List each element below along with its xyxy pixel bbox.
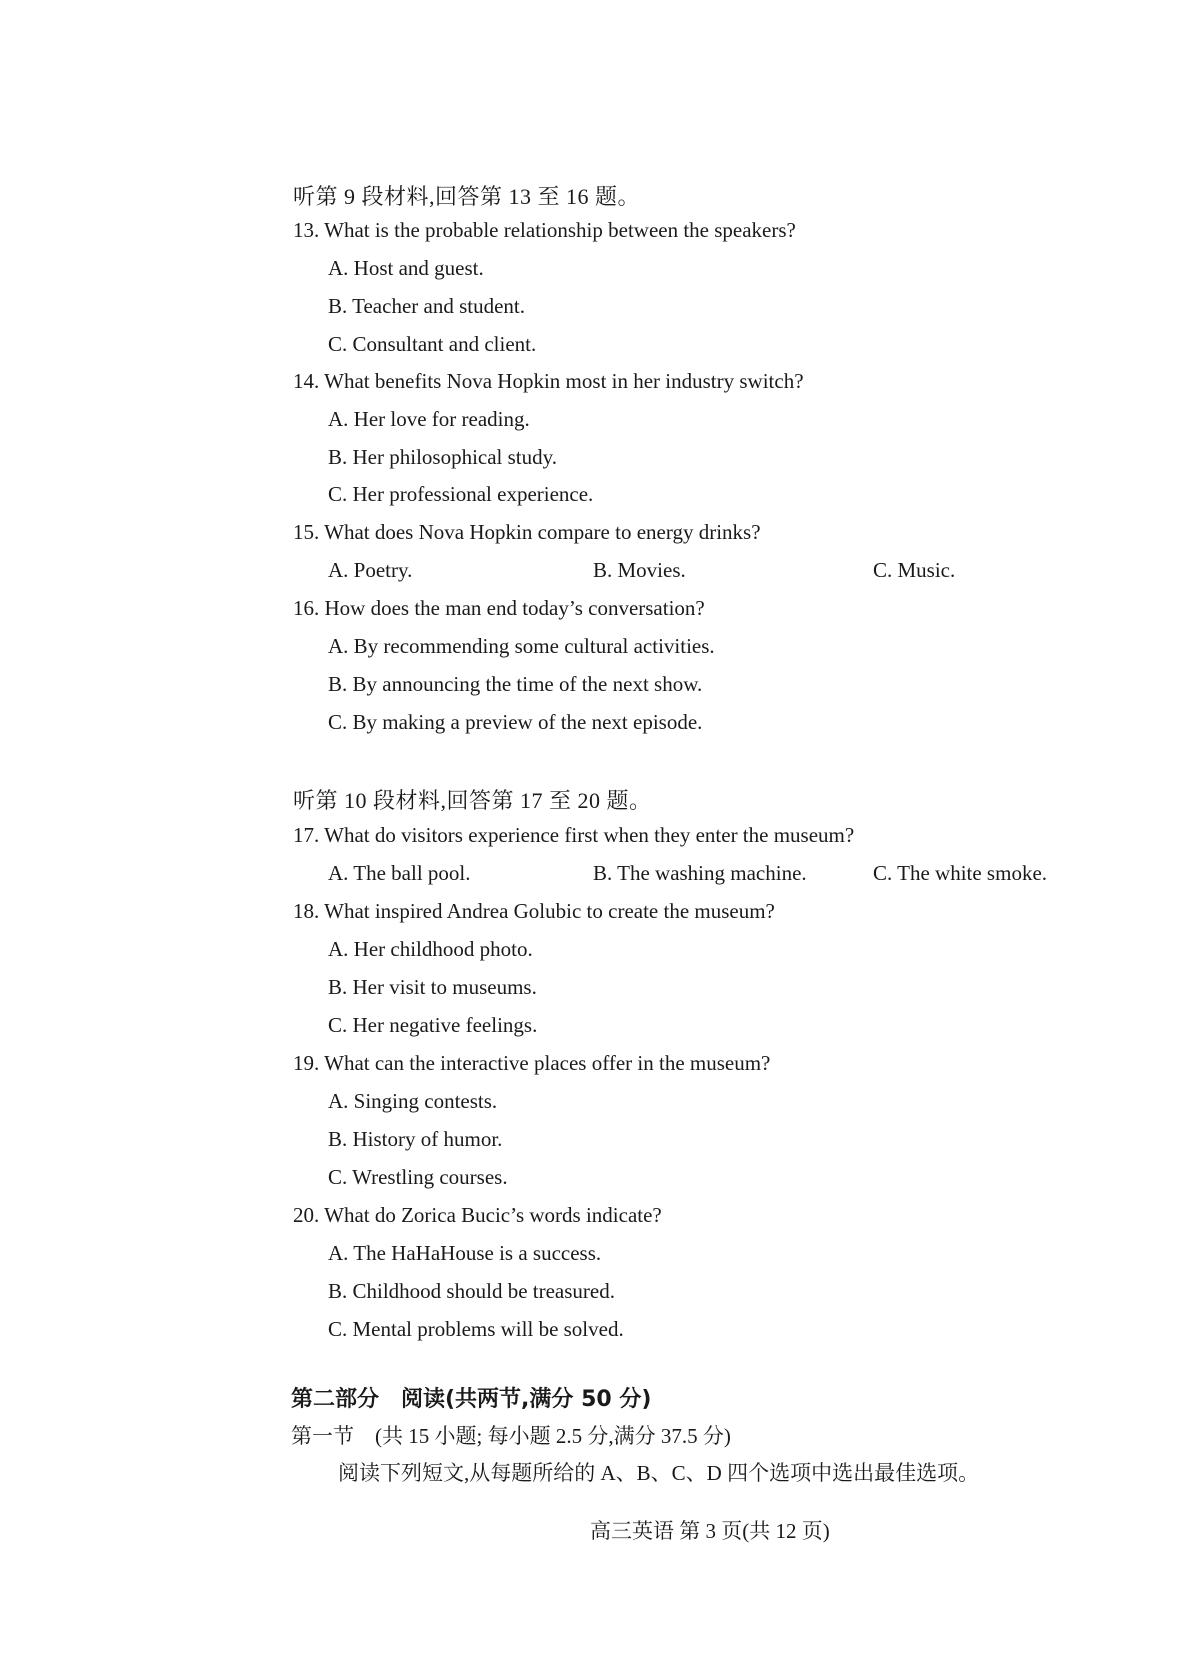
question-18-stem: 18. What inspired Andrea Golubic to create the museum? (293, 899, 775, 923)
question-19-stem: 19. What can the interactive places offer in the museum? (293, 1051, 771, 1075)
question-13-option-b: B. Teacher and student. (328, 294, 525, 318)
question-14-option-b: B. Her philosophical study. (328, 445, 558, 469)
section-10-heading: 听第 10 段材料,回答第 17 至 20 题。 (293, 788, 652, 813)
question-13-option-a: A. Host and guest. (328, 256, 484, 280)
section-1-subtitle: 第一节 (共 15 小题; 每小题 2.5 分,满分 37.5 分) (291, 1424, 731, 1448)
question-16-stem: 16. How does the man end today’s conversation? (293, 596, 705, 620)
question-20-stem: 20. What do Zorica Bucic’s words indicate? (293, 1203, 662, 1227)
question-17-option-b: B. The washing machine. (593, 861, 807, 885)
question-15-stem: 15. What does Nova Hopkin compare to energy drinks? (293, 520, 761, 544)
reading-instruction: 阅读下列短文,从每题所给的 A、B、C、D 四个选项中选出最佳选项。 (338, 1461, 980, 1485)
question-18-option-c: C. Her negative feelings. (328, 1013, 538, 1037)
question-16-option-b: B. By announcing the time of the next show. (328, 672, 703, 696)
question-14-option-a: A. Her love for reading. (328, 407, 530, 431)
question-15-option-b: B. Movies. (593, 558, 686, 582)
section-9-heading: 听第 9 段材料,回答第 13 至 16 题。 (293, 184, 641, 209)
question-19-option-b: B. History of humor. (328, 1127, 503, 1151)
question-18-option-b: B. Her visit to museums. (328, 975, 537, 999)
question-16-option-c: C. By making a preview of the next episode. (328, 710, 703, 734)
question-15-option-c: C. Music. (873, 558, 956, 582)
question-19-option-a: A. Singing contests. (328, 1089, 498, 1113)
question-16-option-a: A. By recommending some cultural activities. (328, 634, 715, 658)
page-footer: 高三英语 第 3 页(共 12 页) (590, 1519, 830, 1543)
question-17-option-c: C. The white smoke. (873, 861, 1048, 885)
question-14-stem: 14. What benefits Nova Hopkin most in her industry switch? (293, 369, 804, 393)
question-19-option-c: C. Wrestling courses. (328, 1165, 508, 1189)
question-18-option-a: A. Her childhood photo. (328, 937, 533, 961)
part-2-title: 第二部分 阅读(共两节,满分 50 分) (291, 1387, 652, 1412)
question-20-option-a: A. The HaHaHouse is a success. (328, 1241, 602, 1265)
question-20-option-c: C. Mental problems will be solved. (328, 1317, 624, 1341)
question-13-stem: 13. What is the probable relationship between the speakers? (293, 218, 796, 242)
question-13-option-c: C. Consultant and client. (328, 332, 537, 356)
question-20-option-b: B. Childhood should be treasured. (328, 1279, 615, 1303)
question-17-option-a: A. The ball pool. (328, 861, 471, 885)
question-15-option-a: A. Poetry. (328, 558, 413, 582)
question-14-option-c: C. Her professional experience. (328, 482, 594, 506)
question-17-stem: 17. What do visitors experience first when they enter the museum? (293, 823, 855, 847)
